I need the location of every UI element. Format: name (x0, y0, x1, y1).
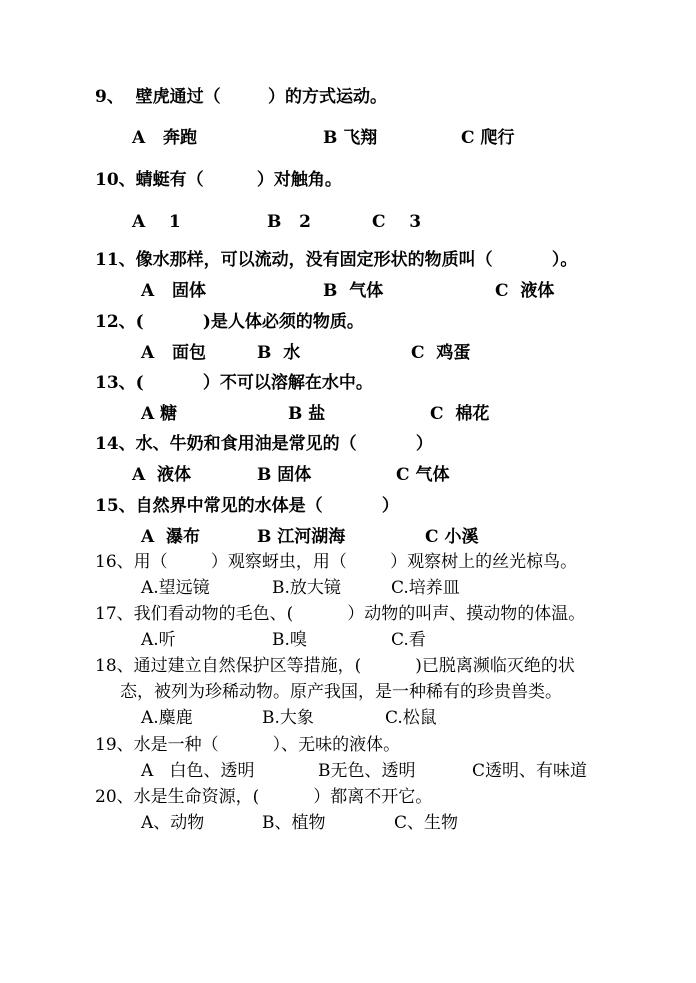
question-20-option-c: C、生物 (394, 813, 459, 833)
question-13-option-c: C 棉花 (430, 404, 490, 424)
question-18-option-a: A.麋鹿 (141, 708, 193, 728)
question-11-option-c: C 液体 (495, 281, 555, 301)
question-12-option-a: A 面包 (141, 343, 206, 363)
question-9-option-b: B 飞翔 (323, 128, 378, 148)
question-12-option-b: B 水 (257, 343, 301, 363)
question-15-option-c: C 小溪 (425, 527, 479, 547)
question-20-stem: 20、水是生命资源，( ）都离不开它。 (95, 787, 433, 807)
question-16-option-c: C.培养皿 (391, 578, 460, 598)
question-20-option-a: A、动物 (141, 813, 205, 833)
question-12-option-c: C 鸡蛋 (411, 343, 471, 363)
question-14-stem: 14、水、牛奶和食用油是常见的（ ） (95, 434, 433, 454)
question-17-option-c: C.看 (391, 630, 426, 650)
question-20-option-b: B、植物 (262, 813, 326, 833)
question-19-option-c: C透明、有味道 (472, 761, 588, 781)
question-14-option-a: A 液体 (132, 465, 192, 485)
question-9-option-a: A 奔跑 (132, 128, 197, 148)
question-17-stem: 17、我们看动物的毛色、( ）动物的叫声、摸动物的体温。 (95, 604, 586, 624)
question-11-option-a: A 固体 (141, 281, 206, 301)
question-15-option-a: A 瀑布 (141, 527, 201, 547)
question-14-option-c: C 气体 (396, 465, 450, 485)
question-14-option-b: B 固体 (257, 465, 312, 485)
question-17-option-b: B.嗅 (272, 630, 307, 650)
question-12-stem: 12、( )是人体必须的物质。 (95, 312, 364, 332)
question-11-stem: 11、像水那样，可以流动，没有固定形状的物质叫（ ）。 (95, 250, 578, 270)
question-10-option-a: A 1 (132, 212, 181, 232)
question-11-option-b: B 气体 (323, 281, 384, 301)
question-13-option-a: A 糖 (141, 404, 178, 424)
question-16-option-a: A.望远镜 (141, 578, 210, 598)
question-18-stem: 18、通过建立自然保护区等措施，( )已脱离濒临灭绝的状 (95, 656, 575, 676)
question-18-option-c: C.松鼠 (385, 708, 437, 728)
question-10-option-c: C 3 (372, 212, 422, 232)
question-16-stem: 16、用（ ）观察蚜虫，用（ ）观察树上的丝光椋鸟。 (95, 552, 578, 572)
question-15-stem: 15、自然界中常见的水体是（ ） (95, 496, 399, 516)
question-17-option-a: A.听 (141, 630, 176, 650)
question-16-option-b: B.放大镜 (272, 578, 341, 598)
question-10-stem: 10、蜻蜓有（ ）对触角。 (95, 170, 342, 190)
question-18-option-b: B.大象 (262, 708, 314, 728)
question-13-stem: 13、( ）不可以溶解在水中。 (95, 373, 373, 393)
question-13-option-b: B 盐 (288, 404, 326, 424)
question-15-option-b: B 江河湖海 (257, 527, 346, 547)
question-9-stem: 9、 壁虎通过（ ）的方式运动。 (95, 87, 388, 107)
question-19-stem: 19、水是一种（ ）、无味的液体。 (95, 735, 401, 755)
question-19-option-a: A 白色、透明 (141, 761, 255, 781)
question-10-option-b: B 2 (267, 212, 311, 232)
question-19-option-b: B无色、透明 (318, 761, 416, 781)
question-9-option-c: C 爬行 (461, 128, 515, 148)
question-18-stem-continued: 态，被列为珍稀动物。原产我国，是一种稀有的珍贵兽类。 (120, 682, 562, 702)
